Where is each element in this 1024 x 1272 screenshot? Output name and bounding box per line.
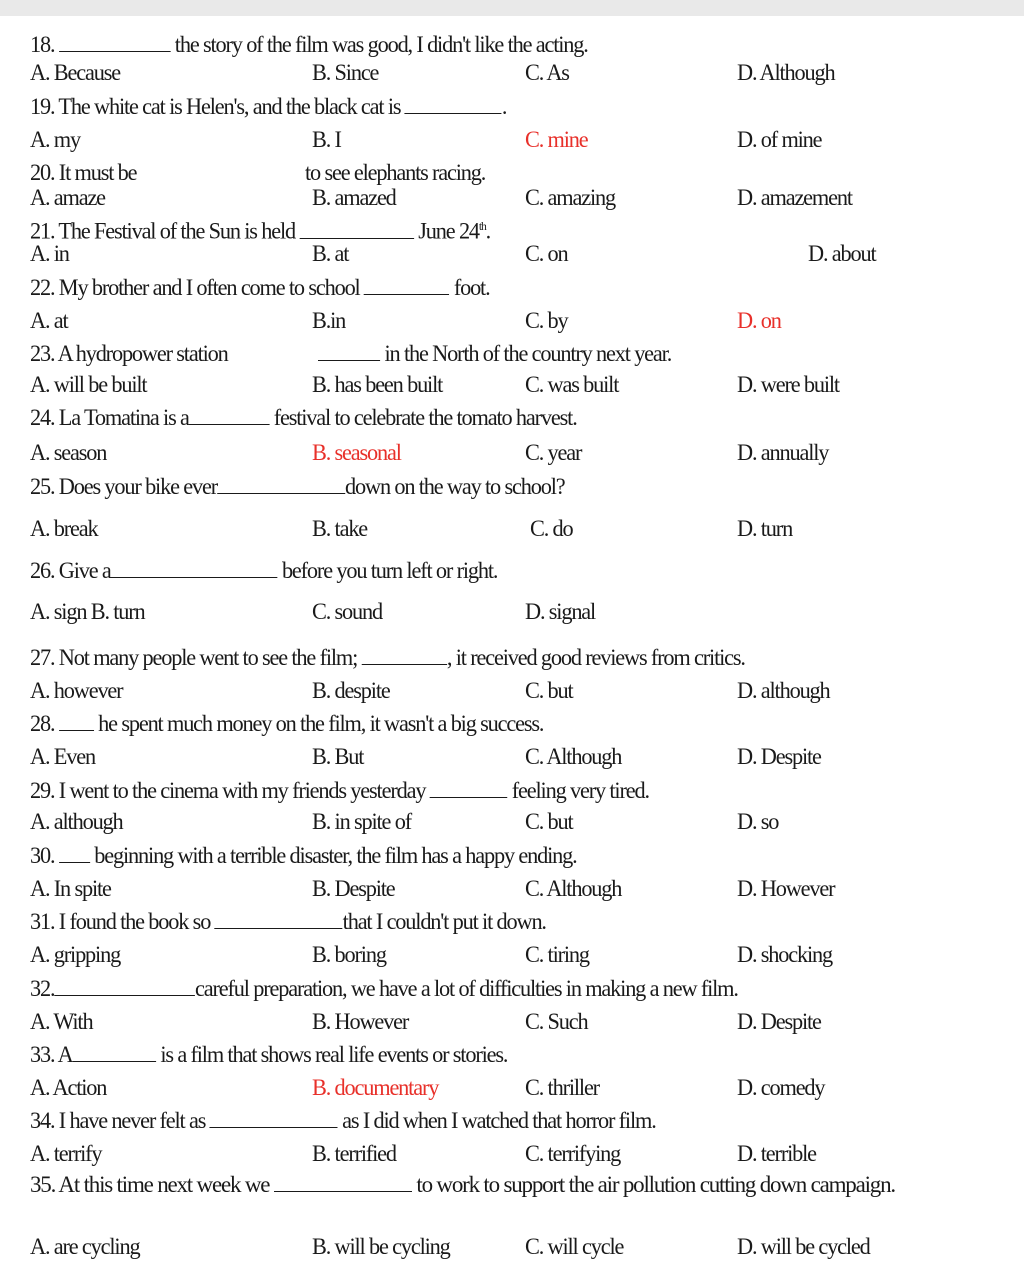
option-b: B. despite bbox=[312, 678, 390, 703]
option-b: B. has been built bbox=[312, 372, 443, 397]
question-31 bbox=[30, 909, 546, 935]
option-c: C. was built bbox=[525, 372, 619, 397]
option-b: B. at bbox=[312, 241, 349, 266]
question-30 bbox=[30, 843, 577, 869]
option-a: A. however bbox=[30, 678, 123, 703]
question-number: 32. bbox=[30, 976, 55, 1001]
question-21 bbox=[30, 213, 490, 245]
option-c: C. do bbox=[530, 516, 573, 541]
question-28 bbox=[30, 711, 543, 737]
question-text-end: is a film that shows real life events or stories. bbox=[160, 1042, 508, 1067]
answer-blank bbox=[217, 475, 345, 494]
option-b: B. in spite of bbox=[312, 809, 411, 834]
answer-blank bbox=[59, 33, 171, 52]
question-number: 30. bbox=[30, 843, 55, 868]
period: . bbox=[485, 218, 491, 244]
question-text: 20. It must be bbox=[30, 160, 137, 185]
option-a: A. will be built bbox=[30, 372, 147, 397]
question-text: the story of the film was good, I didn't like the acting. bbox=[174, 32, 588, 57]
option-c: C. sound bbox=[312, 599, 383, 624]
option-c: C. by bbox=[525, 308, 568, 333]
question-20 bbox=[30, 160, 136, 186]
answer-blank bbox=[59, 712, 94, 731]
question-text-end: before you turn left or right. bbox=[281, 558, 498, 583]
option-c: C. but bbox=[525, 678, 573, 703]
option-d: D. Despite bbox=[737, 1009, 821, 1034]
question-number: 18. bbox=[30, 32, 55, 57]
question-text: 25. Does your bike ever bbox=[30, 474, 217, 499]
question-19 bbox=[30, 94, 506, 120]
option-c-answer: C. mine bbox=[525, 127, 588, 152]
top-bar bbox=[0, 0, 1024, 16]
option-c: C. year bbox=[525, 440, 582, 465]
question-text: 23. A hydropower station bbox=[30, 341, 228, 366]
option-c: C. terrifying bbox=[525, 1141, 621, 1166]
option-a: A. amaze bbox=[30, 185, 105, 210]
option-b: B. terrified bbox=[312, 1141, 396, 1166]
option-d: D. although bbox=[737, 678, 830, 703]
option-d: D. signal bbox=[525, 599, 596, 624]
question-text: he spent much money on the film, it wasn't a big success. bbox=[98, 711, 544, 736]
option-a: A. terrify bbox=[30, 1141, 102, 1166]
answer-blank bbox=[189, 406, 270, 425]
option-c: C. Although bbox=[525, 876, 622, 901]
option-c: C. Although bbox=[525, 744, 622, 769]
answer-blank bbox=[318, 342, 380, 361]
option-a: A. gripping bbox=[30, 942, 121, 967]
option-c: C. thriller bbox=[525, 1075, 599, 1100]
option-c: C. on bbox=[525, 241, 568, 266]
question-text: 26. Give a bbox=[30, 558, 111, 583]
question-text-end: June 24 bbox=[418, 218, 479, 244]
question-text: 33. A bbox=[30, 1042, 73, 1067]
question-23 bbox=[30, 341, 228, 367]
option-c: C. tiring bbox=[525, 942, 589, 967]
option-a-b: A. sign B. turn bbox=[30, 599, 145, 624]
option-d: D. Although bbox=[737, 60, 835, 85]
option-a: A. season bbox=[30, 440, 107, 465]
question-text: 21. The Festival of the Sun is held bbox=[30, 218, 295, 244]
option-a: A. In spite bbox=[30, 876, 111, 901]
question-text-end: as I did when I watched that horror film. bbox=[342, 1108, 656, 1133]
option-c: C. will cycle bbox=[525, 1234, 624, 1259]
answer-blank bbox=[274, 1173, 412, 1192]
answer-blank bbox=[299, 220, 413, 239]
answer-blank bbox=[215, 910, 343, 929]
option-d: D. were built bbox=[737, 372, 839, 397]
question-text: 19. The white cat is Helen's, and the black cat is bbox=[30, 94, 401, 119]
option-a: A. Because bbox=[30, 60, 120, 85]
option-b: B. Despite bbox=[312, 876, 395, 901]
option-b: B. will be cycling bbox=[312, 1234, 450, 1259]
question-22 bbox=[30, 275, 490, 301]
ordinal-suffix: th bbox=[478, 219, 486, 233]
question-text-end: in the North of the country next year. bbox=[384, 341, 672, 366]
option-c: C. but bbox=[525, 809, 573, 834]
option-a: A. although bbox=[30, 809, 123, 834]
option-a: A. break bbox=[30, 516, 98, 541]
option-c: C. amazing bbox=[525, 185, 615, 210]
question-text: 35. At this time next week we bbox=[30, 1172, 270, 1197]
option-d: D. of mine bbox=[737, 127, 822, 152]
question-text-end: down on the way to school? bbox=[345, 474, 565, 499]
option-b: B. amazed bbox=[312, 185, 396, 210]
answer-blank bbox=[54, 977, 195, 996]
option-a: A. in bbox=[30, 241, 69, 266]
option-d: D. Despite bbox=[737, 744, 821, 769]
question-33 bbox=[30, 1042, 507, 1068]
answer-blank bbox=[362, 646, 447, 665]
option-b: B. take bbox=[312, 516, 368, 541]
option-a: A. are cycling bbox=[30, 1234, 140, 1259]
question-26 bbox=[30, 558, 497, 584]
option-d: D. shocking bbox=[737, 942, 833, 967]
question-32 bbox=[30, 976, 738, 1002]
answer-blank bbox=[430, 779, 508, 798]
question-text-end: , it received good reviews from critics. bbox=[446, 645, 745, 670]
answer-blank bbox=[59, 844, 90, 863]
question-text: 22. My brother and I often come to school bbox=[30, 275, 360, 300]
option-d: D. about bbox=[808, 241, 876, 266]
option-a: A. Even bbox=[30, 744, 95, 769]
option-b: B.in bbox=[312, 308, 346, 333]
answer-blank bbox=[111, 559, 278, 578]
option-a: A. my bbox=[30, 127, 80, 152]
question-35 bbox=[30, 1172, 980, 1198]
question-text-end: that I couldn't put it down. bbox=[342, 909, 546, 934]
option-a: A. Action bbox=[30, 1075, 107, 1100]
option-b: B. However bbox=[312, 1009, 409, 1034]
question-text: beginning with a terrible disaster, the film has a happy ending. bbox=[94, 843, 577, 868]
answer-blank bbox=[210, 1109, 338, 1128]
option-d: D. annually bbox=[737, 440, 829, 465]
option-b: B. I bbox=[312, 127, 341, 152]
option-d: D. terrible bbox=[737, 1141, 816, 1166]
question-text: 29. I went to the cinema with my friends yesterday bbox=[30, 778, 426, 803]
question-text-end: foot. bbox=[453, 275, 490, 300]
option-a: A. at bbox=[30, 308, 68, 333]
option-b-answer: B. documentary bbox=[312, 1075, 439, 1100]
question-20-rest: to see elephants racing. bbox=[305, 160, 486, 185]
option-b: B. boring bbox=[312, 942, 386, 967]
question-text-end: . bbox=[501, 94, 507, 119]
option-d: D. turn bbox=[737, 516, 793, 541]
question-23-rest bbox=[318, 341, 671, 367]
option-c: C. As bbox=[525, 60, 569, 85]
question-text-end: to work to support the air pollution cutting down campaign. bbox=[416, 1172, 895, 1197]
question-text: 31. I found the book so bbox=[30, 909, 211, 934]
option-d: D. will be cycled bbox=[737, 1234, 870, 1259]
question-text-end: feeling very tired. bbox=[511, 778, 649, 803]
question-24 bbox=[30, 405, 577, 431]
question-text-end: festival to celebrate the tomato harvest. bbox=[273, 405, 577, 430]
question-25 bbox=[30, 474, 564, 500]
option-b: B. But bbox=[312, 744, 364, 769]
option-a: A. With bbox=[30, 1009, 93, 1034]
option-b: B. Since bbox=[312, 60, 379, 85]
option-c: C. Such bbox=[525, 1009, 588, 1034]
question-text: 27. Not many people went to see the film; bbox=[30, 645, 358, 670]
option-d: D. so bbox=[737, 809, 779, 834]
question-29 bbox=[30, 778, 649, 804]
question-18 bbox=[30, 32, 588, 58]
answer-blank bbox=[73, 1043, 156, 1062]
option-d: D. amazement bbox=[737, 185, 852, 210]
question-27 bbox=[30, 645, 745, 671]
option-d: D. comedy bbox=[737, 1075, 825, 1100]
answer-blank bbox=[364, 276, 449, 295]
question-34 bbox=[30, 1108, 656, 1134]
question-text: careful preparation, we have a lot of difficulties in making a new film. bbox=[195, 976, 738, 1001]
answer-blank bbox=[405, 95, 502, 114]
option-d-answer: D. on bbox=[737, 308, 781, 333]
option-b-answer: B. seasonal bbox=[312, 440, 401, 465]
question-number: 28. bbox=[30, 711, 55, 736]
question-text: 24. La Tomatina is a bbox=[30, 405, 189, 430]
question-text: 34. I have never felt as bbox=[30, 1108, 206, 1133]
option-d: D. However bbox=[737, 876, 835, 901]
